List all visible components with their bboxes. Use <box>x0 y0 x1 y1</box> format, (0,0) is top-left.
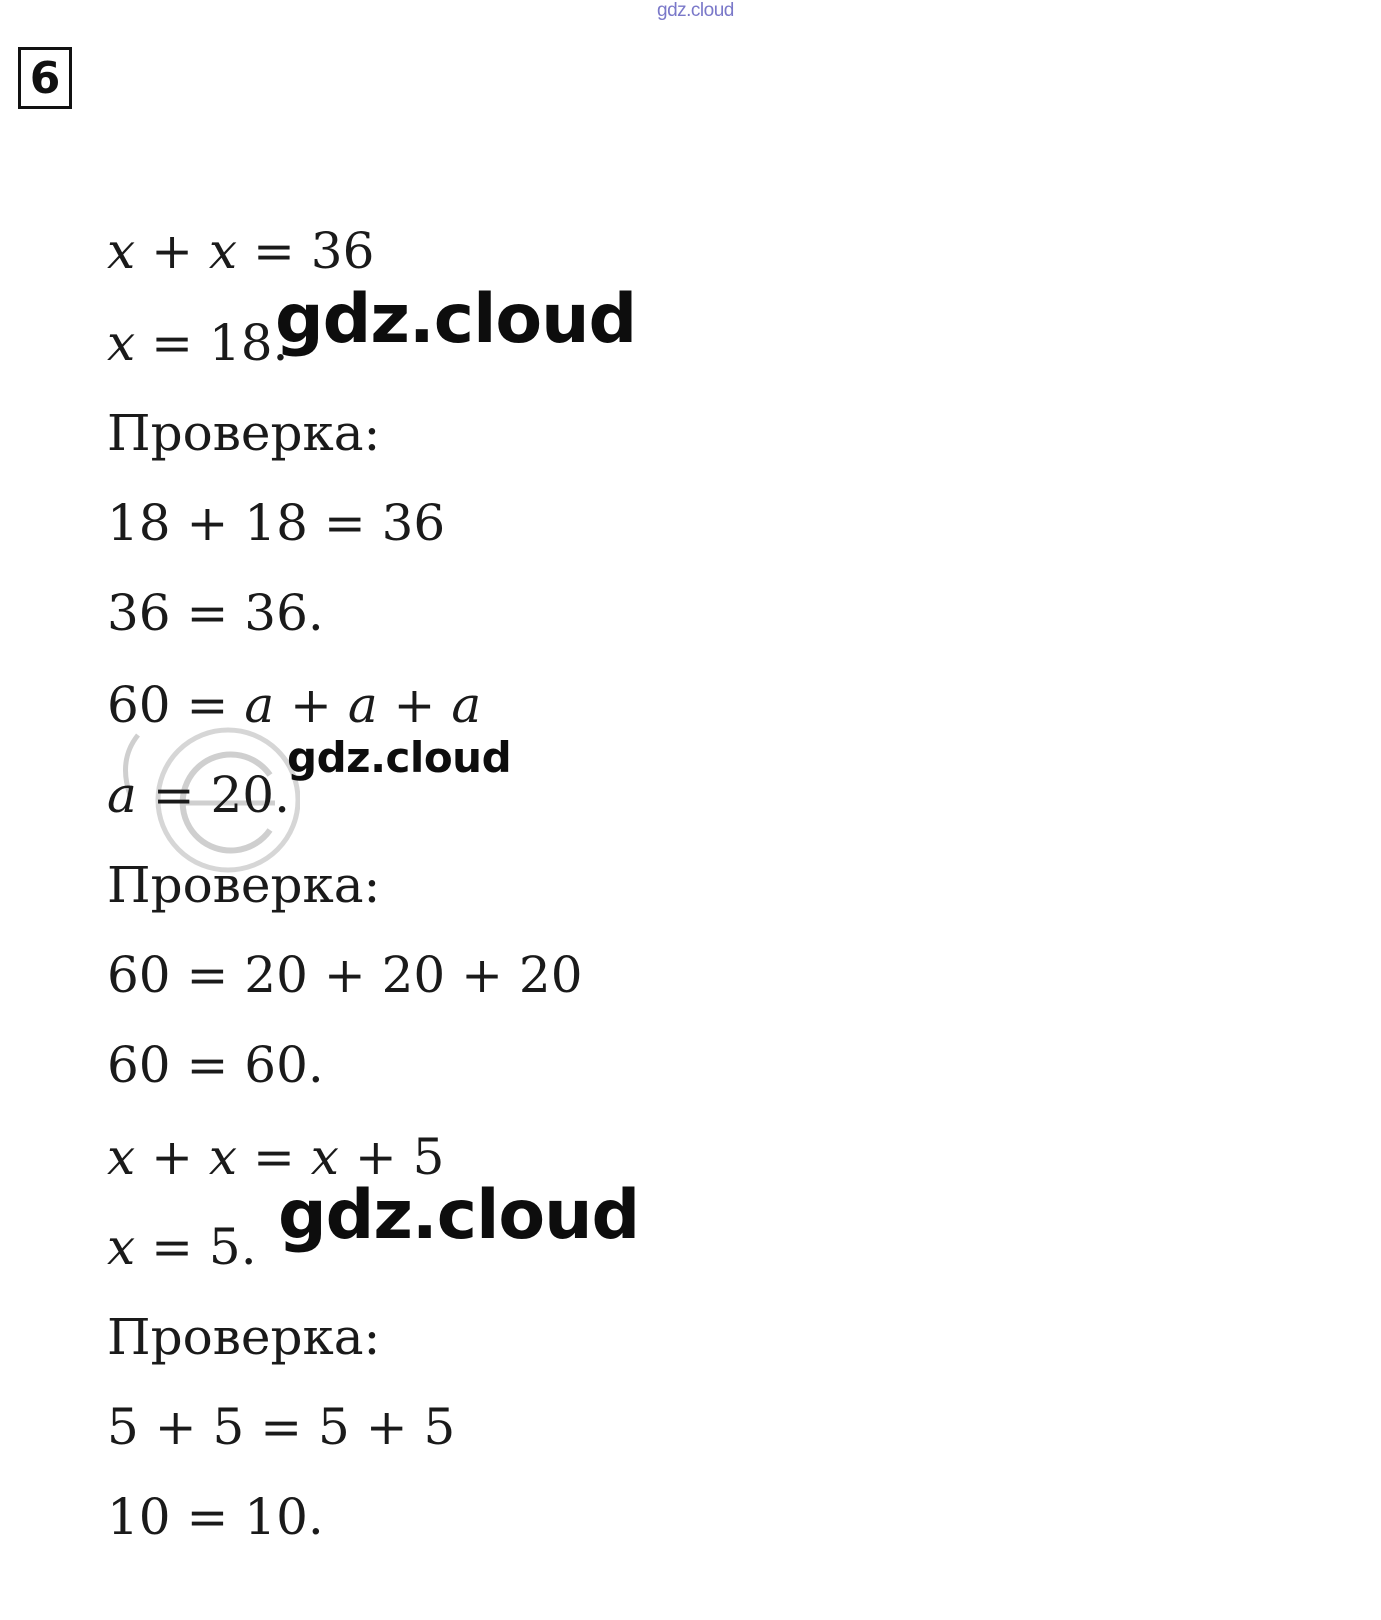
task-number-box: 6 <box>18 47 72 109</box>
equation-line-3: 18 + 18 = 36 <box>107 494 446 552</box>
check-label-2: Проверка: <box>107 856 381 914</box>
equation-line-7: 60 = 20 + 20 + 20 <box>107 946 583 1004</box>
equation-line-8: 60 = 60. <box>107 1036 324 1094</box>
check-label-3: Проверка: <box>107 1308 381 1366</box>
equation-line-4: 36 = 36. <box>107 584 324 642</box>
top-watermark: gdz.cloud <box>657 0 734 21</box>
equation-line-6: a = 20. <box>107 766 291 824</box>
equation-line-10: x = 5. <box>107 1218 257 1276</box>
equation-line-2: x = 18. <box>107 314 289 372</box>
equation-line-9: x + x = x + 5 <box>107 1128 445 1186</box>
watermark-3: gdz.cloud <box>278 1176 640 1255</box>
watermark-1: gdz.cloud <box>275 280 637 359</box>
equation-line-11: 5 + 5 = 5 + 5 <box>107 1398 456 1456</box>
watermark-2: gdz.cloud <box>287 733 512 782</box>
equation-line-5: 60 = a + a + a <box>107 676 482 734</box>
equation-line-12: 10 = 10. <box>107 1488 324 1546</box>
check-label-1: Проверка: <box>107 404 381 462</box>
equation-line-1: x + x = 36 <box>107 222 375 280</box>
